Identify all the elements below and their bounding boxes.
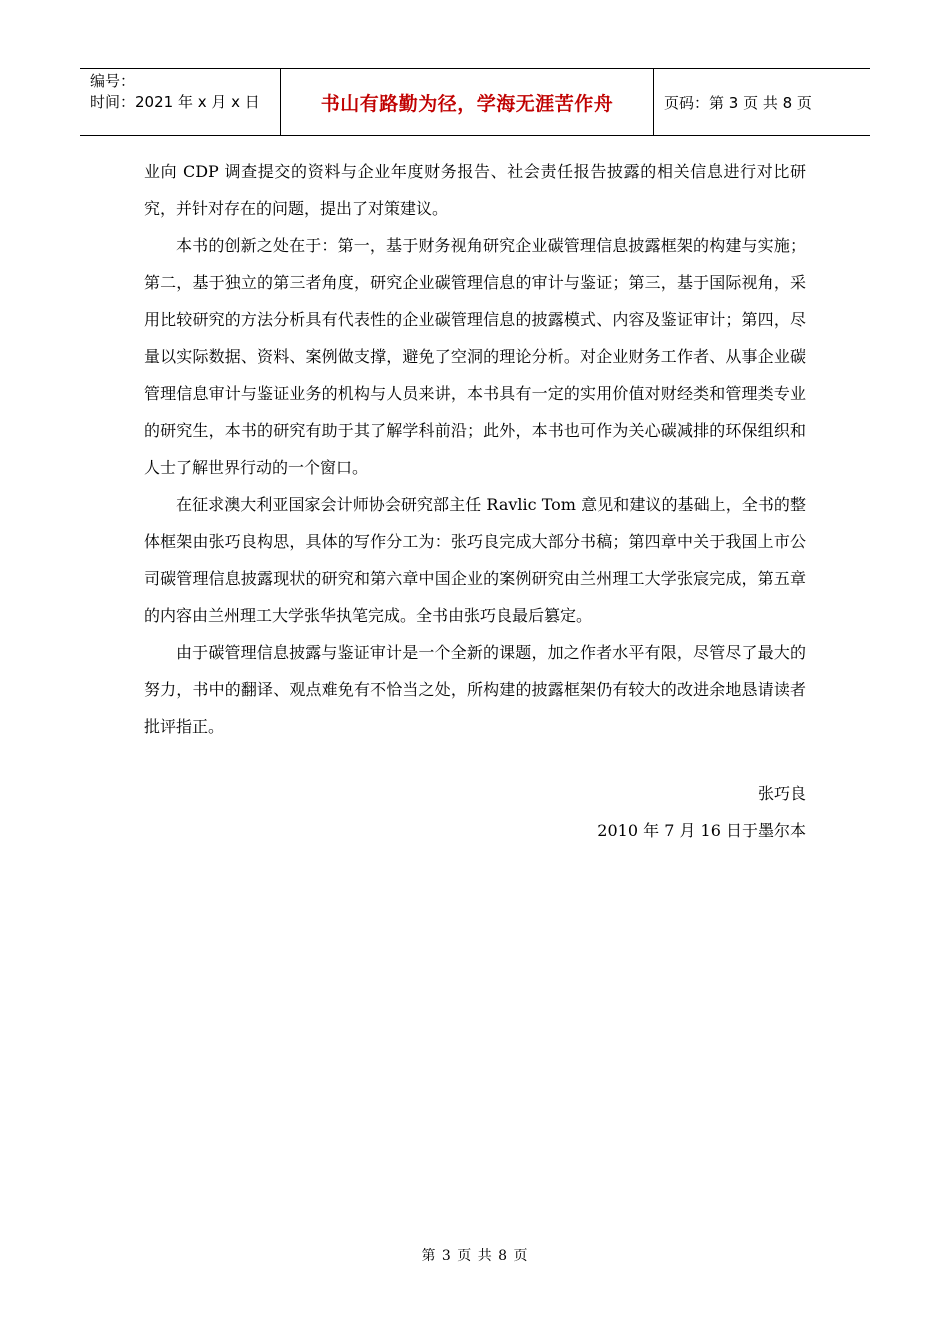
document-date-label: 时间：2021 年 x 月 x 日 (90, 93, 260, 111)
body-paragraph: 业向 CDP 调查提交的资料与企业年度财务报告、社会责任报告披露的相关信息进行对比研究，并针对存在的问题，提出了对策建议。 (144, 162, 806, 218)
page-header (80, 68, 870, 136)
author-name: 张巧良 (757, 784, 806, 803)
header-motto: 书山有路勤为径，学海无涯苦作舟 (281, 69, 654, 135)
page-footer: 第 3 页 共 8 页 (421, 1248, 529, 1264)
body-paragraph: 在征求澳大利亚国家会计师协会研究部主任 Ravlic Tom 意见和建议的基础上，全书的整体框架由张巧良构思，具体的写作分工为：张巧良完成大部分书稿；第四章中关于我国上市公司碳管理信息披露现状的研究和第六章中国企业的案例研究由兰州理工大学张宸完成，第五章的内容由兰州理工大学张华执笔完成。全书由张巧良最后篡定。 (144, 495, 806, 625)
document-body (144, 153, 806, 745)
body-paragraph: 由于碳管理信息披露与鉴证审计是一个全新的课题，加之作者水平有限，尽管尽了最大的努力，书中的翻译、观点难免有不恰当之处，所构建的披露框架仍有较大的改进余地恳请读者批评指正。 (144, 643, 806, 736)
body-paragraph: 本书的创新之处在于：第一，基于财务视角研究企业碳管理信息披露框架的构建与实施；第二，基于独立的第三者角度，研究企业碳管理信息的审计与鉴证；第三，基于国际视角，采用比较研究的方法分析具有代表性的企业碳管理信息的披露模式、内容及鉴证审计；第四，尽量以实际数据、资料、案例做支撑，避免了空洞的理论分析。对企业财务工作者、从事企业碳管理信息审计与鉴证业务的机构与人员来讲，本书具有一定的实用价值对财经类和管理类专业的研究生，本书的研究有助于其了解学科前沿；此外，本书也可作为关心碳减排的环保组织和人士了解世界行动的一个窗口。 (144, 236, 806, 477)
header-meta-cell (80, 69, 281, 135)
signature-date-place: 2010 年 7 月 16 日于墨尔本 (597, 821, 806, 840)
document-number-label: 编号： (90, 72, 136, 90)
header-page-label: 页码：第 3 页 共 8 页 (664, 93, 812, 112)
signature-block (597, 775, 806, 849)
